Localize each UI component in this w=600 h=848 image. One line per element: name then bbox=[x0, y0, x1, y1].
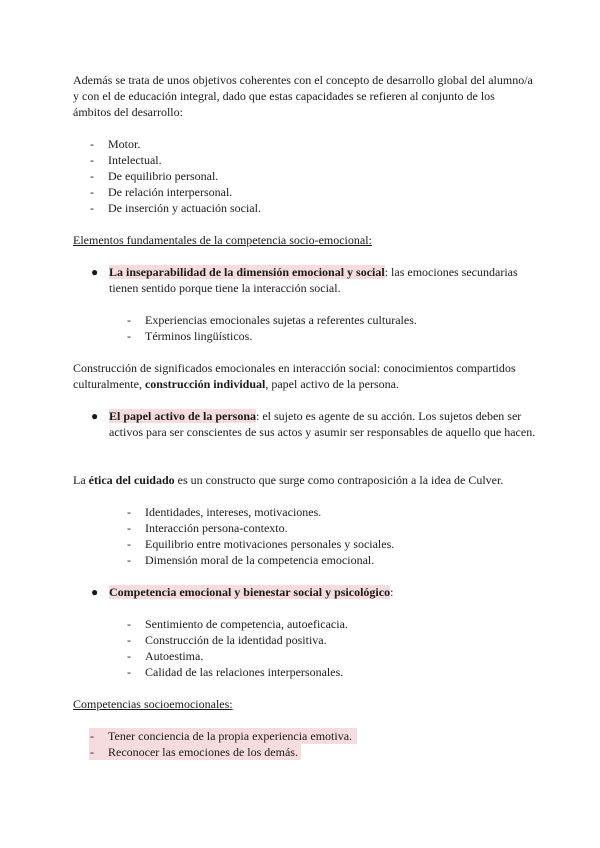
list-item: - Dimensión moral de la competencia emocional. bbox=[127, 552, 394, 568]
intro-paragraph: Además se trata de unos objetivos coherentes con el concepto de desarrollo global del alumno/a y con el de educación integral, dado que estas capacidades se refieren al conjunto de los ámbitos del desarrollo: bbox=[73, 73, 533, 119]
section-heading-competencias: Competencias socioemocionales: bbox=[73, 697, 233, 711]
bold-term: construcción individual bbox=[144, 377, 266, 391]
bullet-icon: ● bbox=[91, 265, 99, 279]
experiencias-list bbox=[127, 312, 417, 344]
bullet-icon: ● bbox=[91, 409, 99, 423]
list-item: - Identidades, intereses, motivaciones. bbox=[127, 504, 394, 520]
bullet-text: : las emociones secundarias tienen sentido porque tiene la interacción social. bbox=[109, 265, 518, 295]
section-heading-elementos: Elementos fundamentales de la competencia socio-emocional: bbox=[73, 233, 372, 247]
bold-term: ética del cuidado bbox=[88, 473, 175, 487]
list-item: - Intelectual. bbox=[90, 152, 261, 168]
etica-list bbox=[127, 504, 394, 568]
list-item: - De inserción y actuación social. bbox=[90, 200, 261, 216]
text-span: es un constructo que surge como contraposición a la idea de Culver. bbox=[174, 473, 504, 487]
bold-term: La inseparabilidad de la dimensión emocional y social bbox=[109, 265, 385, 279]
list-item: - De relación interpersonal. bbox=[90, 184, 261, 200]
construccion-paragraph bbox=[73, 360, 533, 392]
bullet-inseparabilidad bbox=[91, 264, 549, 296]
ambitos-list bbox=[90, 136, 261, 216]
competencias-list bbox=[90, 728, 352, 760]
bold-term: Competencia emocional y bienestar social y psicológico bbox=[109, 585, 391, 599]
etica-paragraph bbox=[73, 472, 533, 488]
list-item: - Sentimiento de competencia, autoeficacia. bbox=[127, 616, 348, 632]
list-item: - Construcción de la identidad positiva. bbox=[127, 632, 348, 648]
list-item: - De equilibrio personal. bbox=[90, 168, 261, 184]
bullet-text: : bbox=[390, 585, 394, 599]
list-item: - Autoestima. bbox=[127, 648, 348, 664]
text-span: , papel activo de la persona. bbox=[265, 377, 399, 391]
list-item: - Motor. bbox=[90, 136, 261, 152]
bienestar-list bbox=[127, 616, 348, 680]
list-item: - Equilibrio entre motivaciones personales y sociales. bbox=[127, 536, 394, 552]
bullet-icon: ● bbox=[91, 585, 99, 599]
list-item: - Tener conciencia de la propia experiencia emotiva. bbox=[90, 728, 352, 744]
text-span: Construcción de significados emocionales en interacción social: conocimientos compartidos culturalmente, bbox=[73, 361, 516, 391]
list-item: - Experiencias emocionales sujetas a referentes culturales. bbox=[127, 312, 417, 328]
bullet-competencia-emocional bbox=[91, 584, 549, 600]
list-item: - Términos lingüísticos. bbox=[127, 328, 417, 344]
bold-term: El papel activo de la persona bbox=[109, 409, 257, 423]
bullet-text: : el sujeto es agente de su acción. Los sujetos deben ser activos para ser conscientes de sus actos y asumir ser responsables de aquello que hacen. bbox=[109, 409, 536, 439]
list-item: - Calidad de las relaciones interpersonales. bbox=[127, 664, 348, 680]
text-span: La bbox=[73, 473, 89, 487]
list-item: - Interacción persona-contexto. bbox=[127, 520, 394, 536]
bullet-papel-activo bbox=[91, 408, 549, 440]
list-item: - Reconocer las emociones de los demás. bbox=[90, 744, 352, 760]
